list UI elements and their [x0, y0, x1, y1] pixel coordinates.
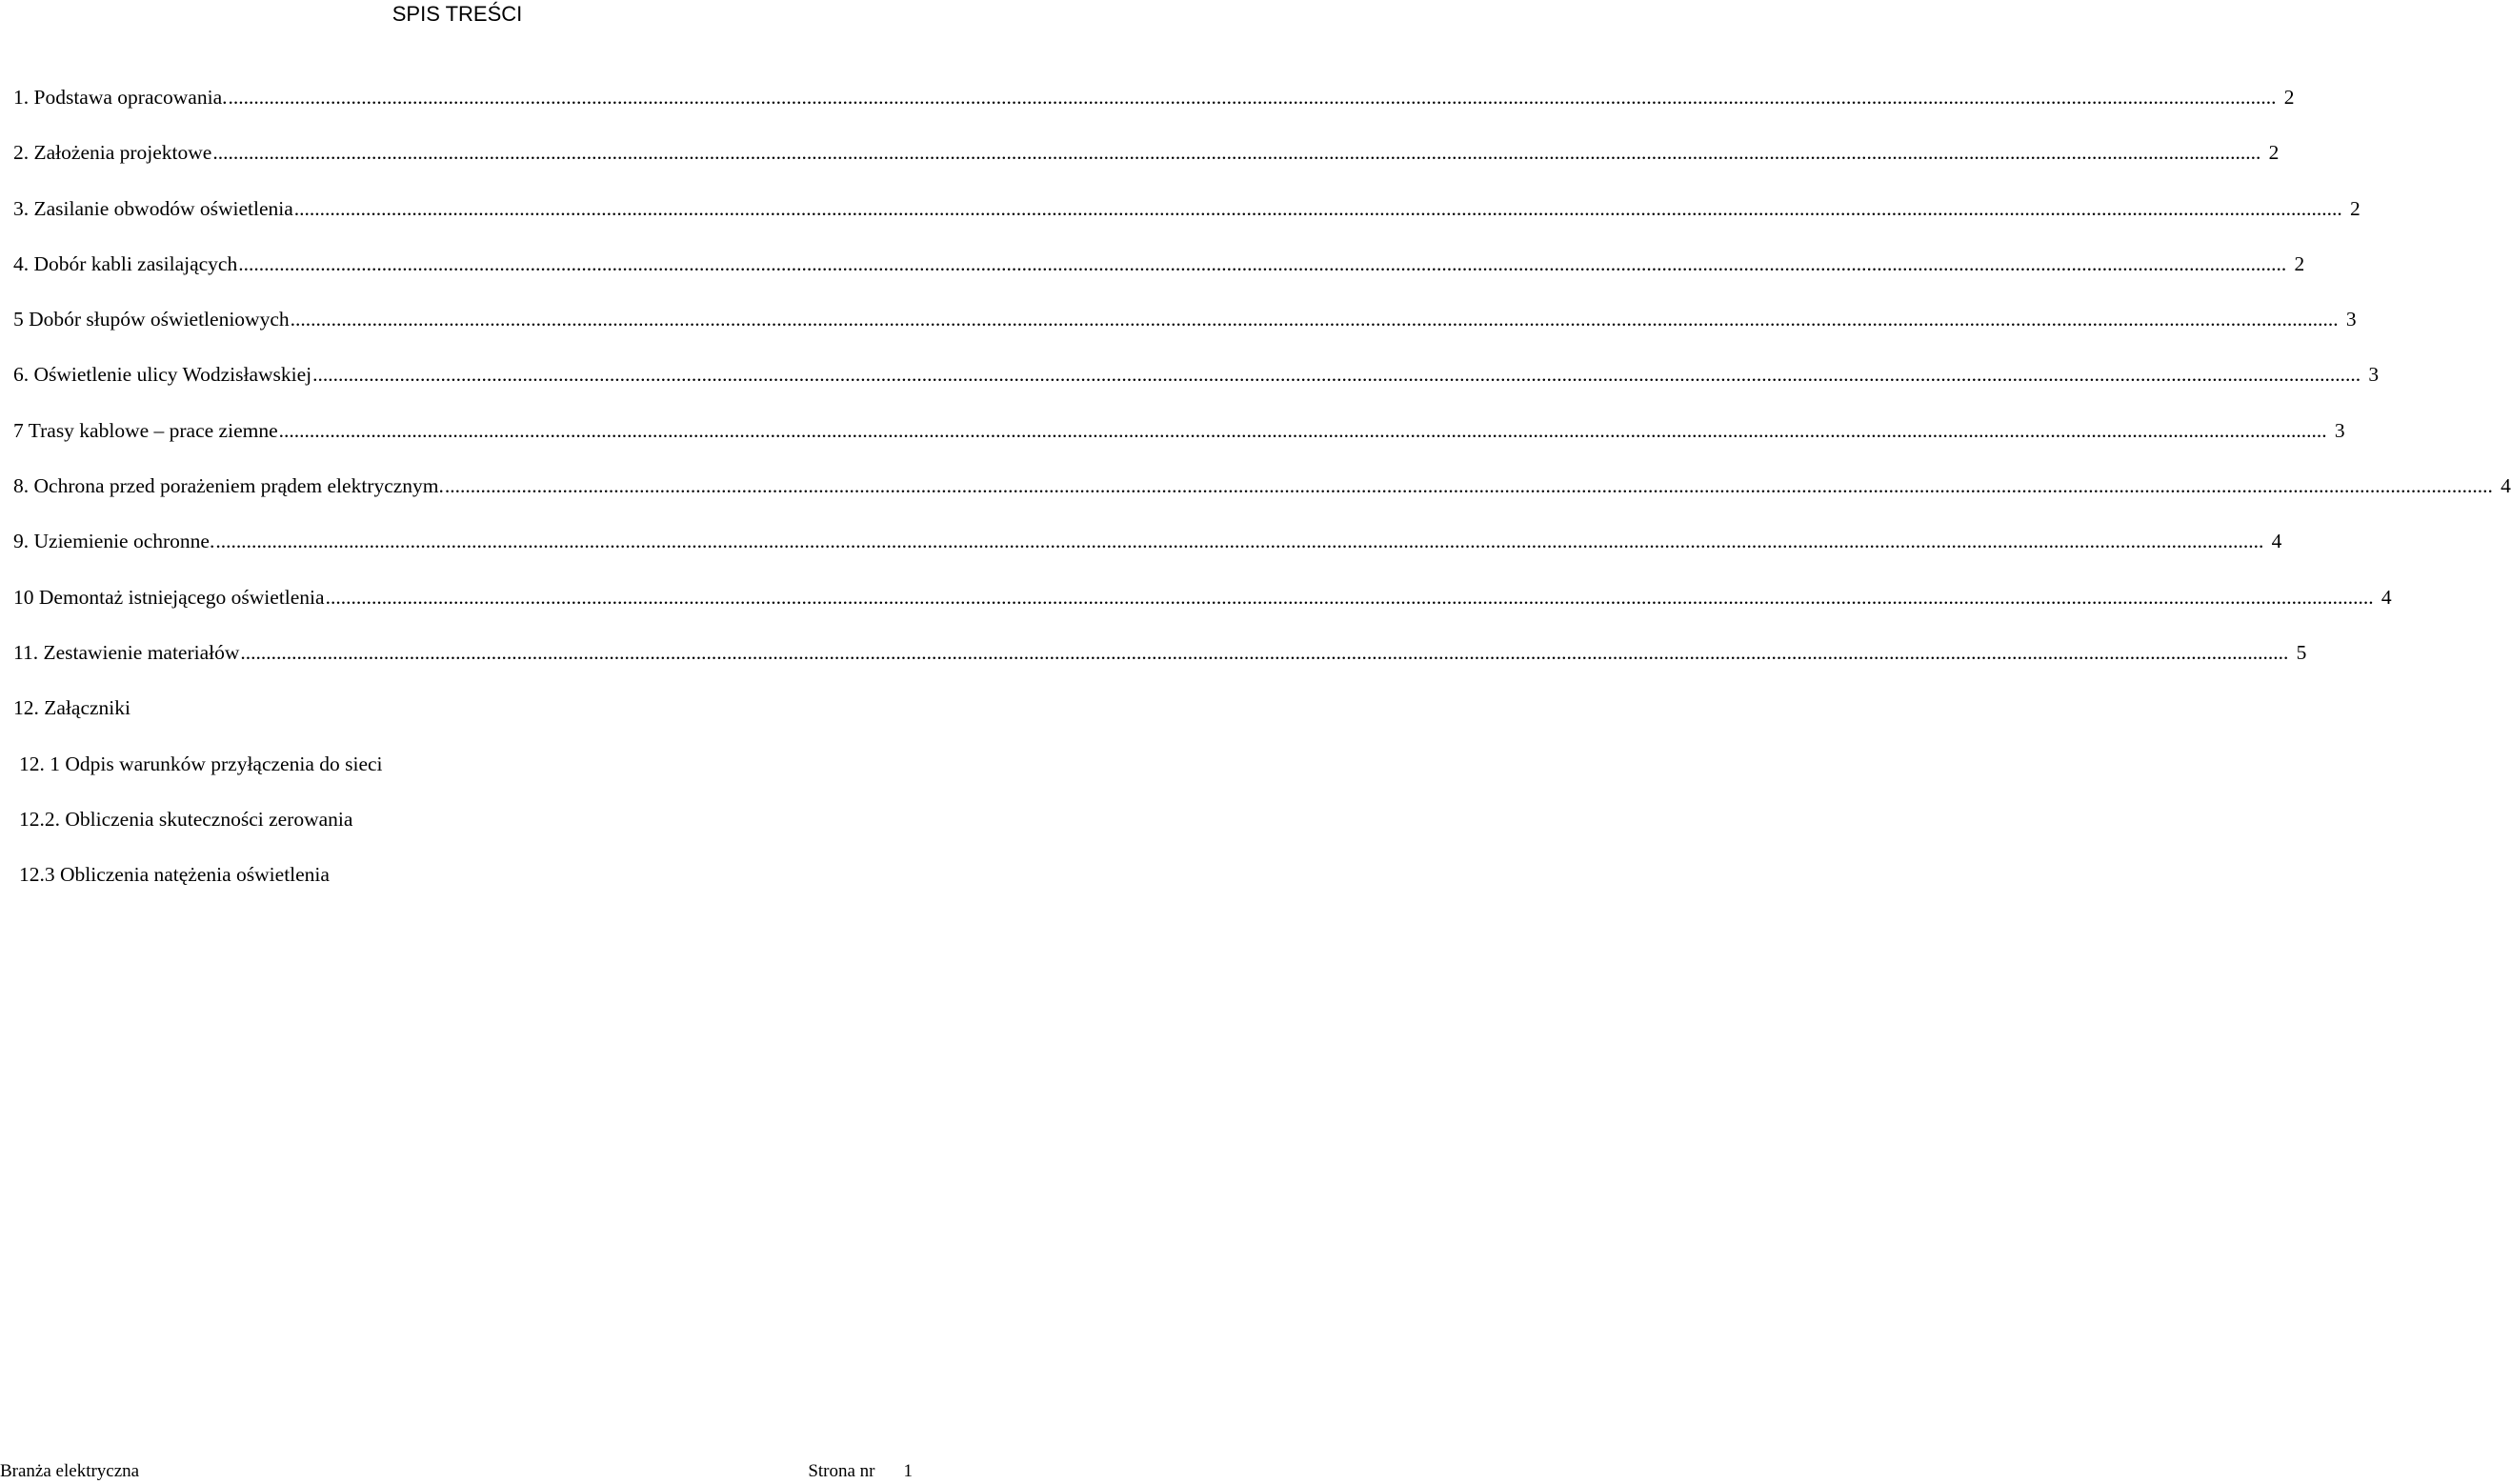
dot-leader: ................................................................................................................................................................................................................................................................................................................................................................................................................ — [444, 474, 2493, 498]
toc-entry-page: 4 — [2501, 474, 2511, 498]
toc-entry-9[interactable] — [13, 527, 2282, 582]
toc-entry-12 — [13, 693, 918, 749]
toc-entry-page: 5 — [2296, 640, 2307, 664]
toc-entry-8[interactable] — [13, 471, 2511, 527]
toc-entry-label: 4. Dobór kabli zasilających — [13, 251, 238, 275]
page-footer — [0, 1459, 914, 1484]
toc-entry-label: 12. Załączniki — [13, 696, 131, 720]
dot-leader: ................................................................................................................................................................................................................................................................................................................................................................................................................ — [312, 363, 2361, 387]
toc-entry-page: 3 — [2345, 308, 2357, 331]
dot-leader: ................................................................................................................................................................................................................................................................................................................................................................................................................ — [278, 418, 2327, 442]
dot-leader: ................................................................................................................................................................................................................................................................................................................................................................................................................ — [290, 308, 2339, 331]
footer-page-number: 1 — [903, 1461, 913, 1481]
toc-entry-label: 1. Podstawa opracowania. — [13, 86, 228, 109]
dot-leader: ................................................................................................................................................................................................................................................................................................................................................................................................................ — [238, 251, 2287, 275]
dot-leader: ................................................................................................................................................................................................................................................................................................................................................................................................................ — [293, 196, 2342, 220]
toc-entry-page: 4 — [2380, 585, 2392, 609]
toc-entry-page: 2 — [2283, 86, 2295, 109]
toc-entry-label: 3. Zasilanie obwodów oświetlenia — [13, 196, 293, 220]
toc-entry-5[interactable] — [13, 305, 2357, 360]
toc-entry-label: 9. Uziemienie ochronne. — [13, 530, 215, 553]
toc-entry-12-2 — [13, 805, 918, 860]
toc-entry-label: 12. 1 Odpis warunków przyłączenia do sieci — [19, 752, 383, 775]
toc-entry-label: 8. Ochrona przed porażeniem prądem elektrycznym. — [13, 474, 444, 498]
toc-entry-page: 3 — [2368, 363, 2380, 387]
toc-entry-2[interactable] — [13, 138, 2280, 193]
toc-entry-label: 2. Założenia projektowe — [13, 141, 212, 165]
toc-entry-page: 2 — [2350, 196, 2360, 220]
toc-entry-page: 2 — [2268, 141, 2280, 165]
footer-branch: Branża elektryczna — [0, 1461, 140, 1481]
toc-entry-label: 11. Zestawienie materiałów — [13, 640, 240, 664]
toc-entry-label: 7 Trasy kablowe – prace ziemne — [13, 418, 278, 442]
toc-entry-11[interactable] — [13, 638, 2307, 693]
toc-entry-label: 6. Oświetlenie ulicy Wodzisławskiej — [13, 363, 312, 387]
toc-entry-page: 4 — [2271, 530, 2282, 553]
dot-leader: ................................................................................................................................................................................................................................................................................................................................................................................................................ — [215, 530, 2264, 553]
toc-entry-label: 10 Demontaż istniejącego oświetlenia — [13, 585, 325, 609]
toc-entry-12-1 — [13, 750, 918, 805]
toc-entry-4[interactable] — [13, 250, 2305, 305]
page-title: SPIS TREŚCI — [392, 2, 523, 26]
toc-entry-3[interactable] — [13, 194, 2360, 250]
toc-entry-label: 12.2. Obliczenia skuteczności zerowania — [19, 807, 353, 831]
toc-entry-label: 12.3 Obliczenia natężenia oświetlenia — [19, 863, 330, 887]
toc-entry-page: 2 — [2294, 251, 2305, 275]
dot-leader: ................................................................................................................................................................................................................................................................................................................................................................................................................ — [240, 640, 2289, 664]
dot-leader: ................................................................................................................................................................................................................................................................................................................................................................................................................ — [212, 141, 2261, 165]
toc-entry-label: 5 Dobór słupów oświetleniowych — [13, 308, 290, 331]
footer-page-label: Strona nr — [808, 1461, 875, 1481]
toc-entry-10[interactable] — [13, 583, 2392, 638]
table-of-contents — [13, 83, 2511, 915]
dot-leader: ................................................................................................................................................................................................................................................................................................................................................................................................................ — [228, 86, 2277, 109]
toc-entry-7[interactable] — [13, 416, 2345, 471]
toc-entry-12-3 — [13, 860, 918, 915]
toc-entry-1[interactable] — [13, 83, 2295, 138]
footer-page-info — [808, 1459, 913, 1484]
dot-leader: ................................................................................................................................................................................................................................................................................................................................................................................................................ — [325, 585, 2374, 609]
toc-entry-6[interactable] — [13, 360, 2380, 415]
toc-entry-page: 3 — [2334, 418, 2345, 442]
